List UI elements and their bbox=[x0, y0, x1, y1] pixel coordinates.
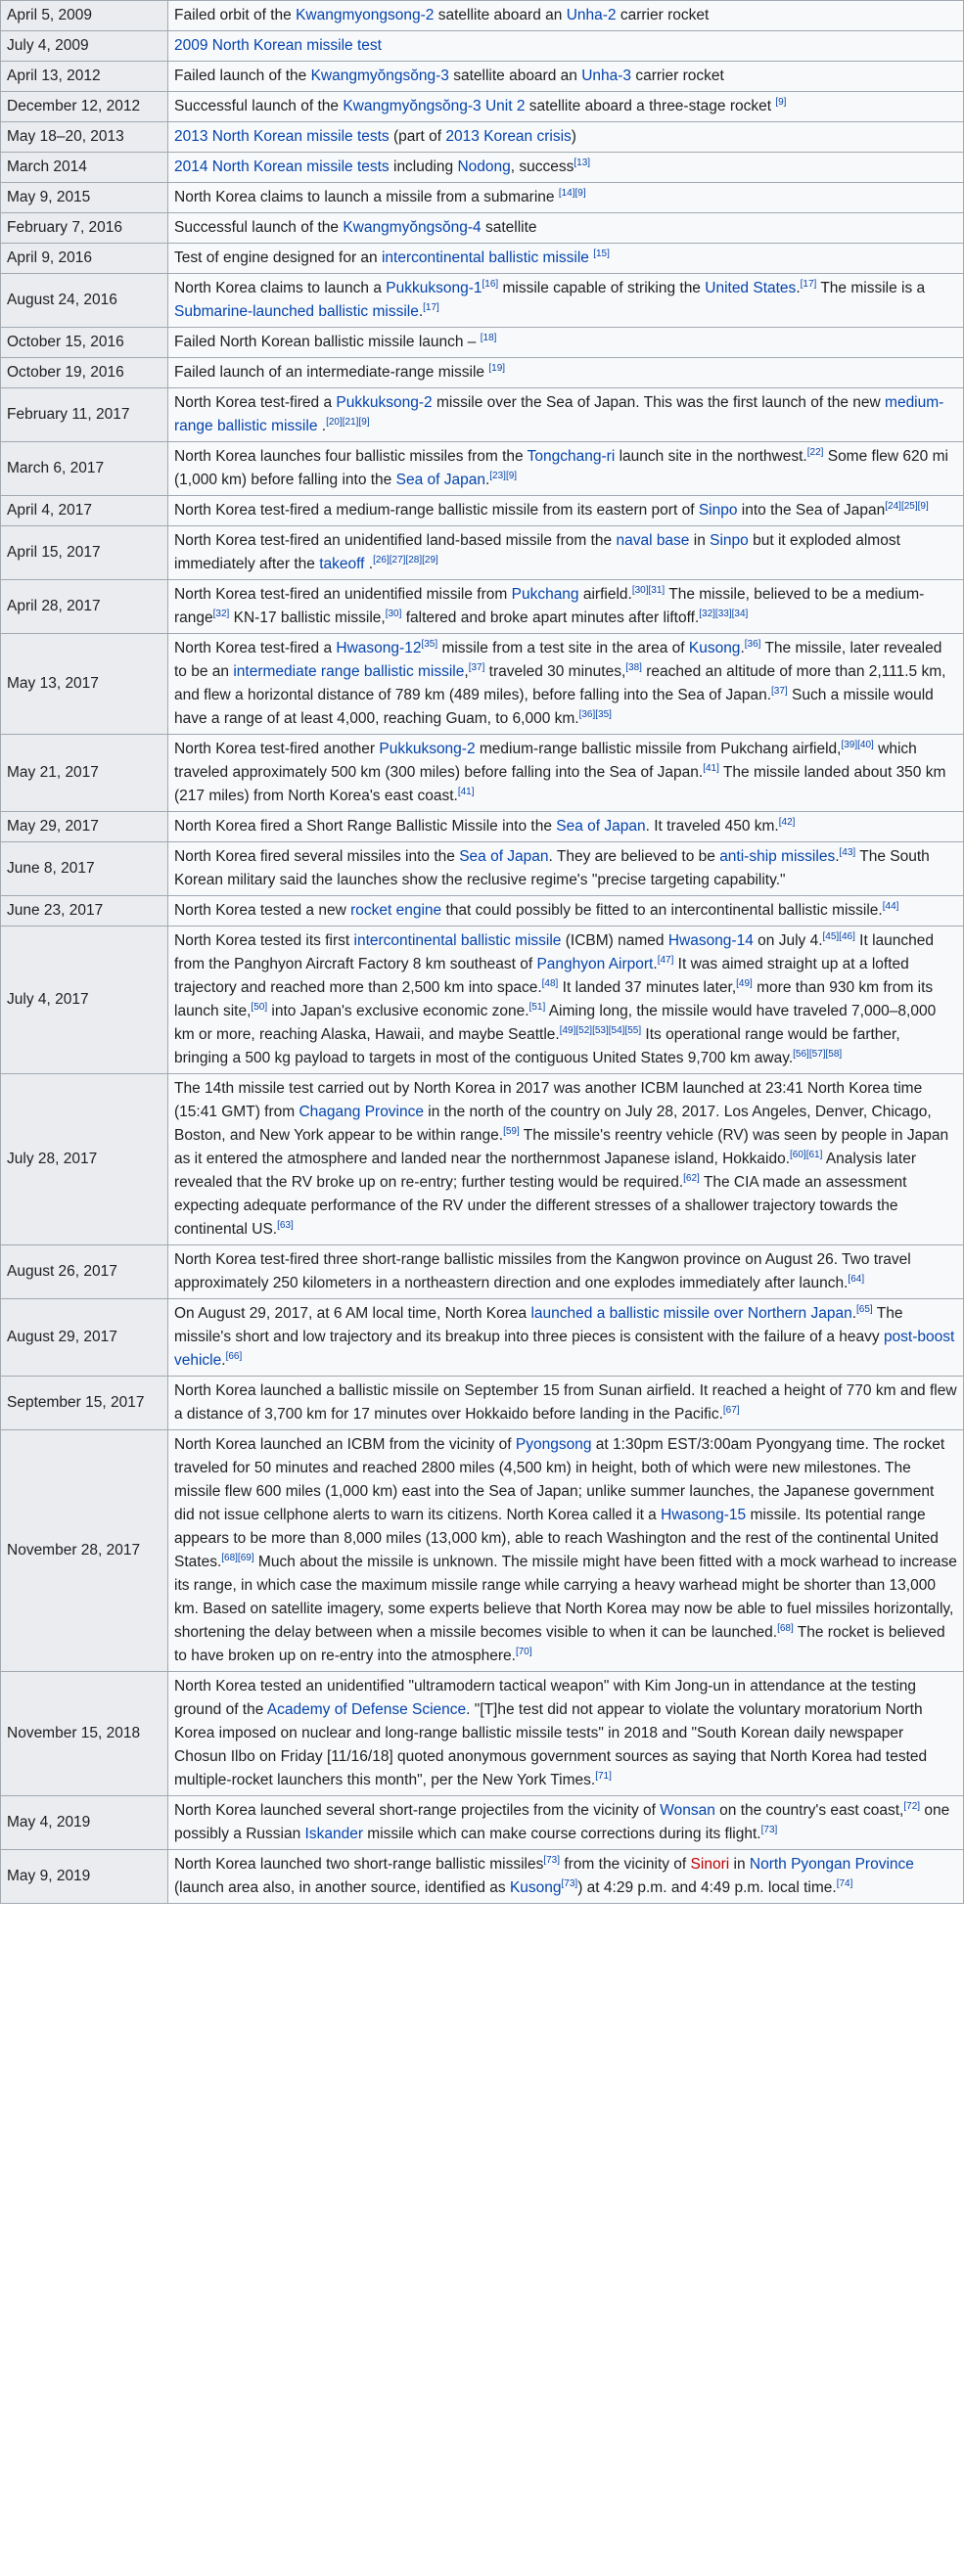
citation-ref[interactable]: [59] bbox=[503, 1125, 520, 1137]
citation-ref[interactable]: [72] bbox=[903, 1800, 921, 1812]
wiki-red-link[interactable]: Sinori bbox=[690, 1856, 730, 1873]
citation-ref[interactable]: [51] bbox=[528, 1001, 546, 1013]
text-segment: The missile's reentry vehicle (RV) was seen by people in Japan as it entered the atmosphere and landed near the northernmost Japanese island, Hokkaido. bbox=[174, 1127, 949, 1167]
text-segment: faltered and broke apart minutes after liftoff. bbox=[401, 610, 700, 626]
event-description-cell bbox=[168, 496, 964, 526]
text-segment: carrier rocket bbox=[631, 68, 724, 84]
wiki-link[interactable]: Panghyon Airport bbox=[536, 956, 654, 972]
wiki-link[interactable]: takeoff bbox=[319, 556, 365, 572]
text-segment: North Korea tested a new bbox=[174, 902, 351, 919]
event-description-cell bbox=[168, 1299, 964, 1377]
wiki-link[interactable]: intercontinental ballistic missile bbox=[381, 249, 589, 266]
citation-ref[interactable]: [64] bbox=[848, 1273, 865, 1285]
event-description-cell bbox=[168, 1377, 964, 1430]
date-cell: May 18–20, 2013 bbox=[1, 122, 168, 153]
date-cell: October 19, 2016 bbox=[1, 358, 168, 388]
text-segment: at 1:30pm EST/3:00am Pyongyang time. The rocket traveled for 50 minutes and reached 2800 miles (4,500 km) in height, both of which were new milestones. The missile flew 600 miles (1,000 km) east into the Sea of Japan; unlike summer launches, the Japanese government did not issue cellphone alerts to warn its citizens. North Korea called it a bbox=[174, 1436, 945, 1523]
text-segment: . bbox=[221, 1352, 226, 1369]
text-segment: . "[T]he test did not appear to violate the voluntary moratorium North Korea imposed on nuclear and long-range ballistic missile tests" in 2018 and "South Korean daily newspaper Chosun Ilbo on Friday [11/16/18] quoted anonymous government sources as saying that North Korea had tested multiple-rocket launchers this month", per the New York Times. bbox=[174, 1701, 928, 1788]
text-segment: KN-17 ballistic missile, bbox=[229, 610, 386, 626]
text-segment: Failed launch of an intermediate-range missile bbox=[174, 364, 489, 381]
wiki-link[interactable]: medium-range ballistic missile bbox=[174, 394, 944, 434]
date-cell: April 9, 2016 bbox=[1, 244, 168, 274]
text-segment: missile capable of striking the bbox=[498, 280, 706, 296]
text-segment: Analysis later revealed that the RV broke up on re-entry; further testing would be required. bbox=[174, 1151, 917, 1191]
text-segment: . It traveled 450 km. bbox=[645, 818, 779, 835]
wiki-link[interactable]: Pukkuksong-2 bbox=[379, 741, 476, 757]
wiki-link[interactable]: 2009 North Korean missile test bbox=[174, 37, 382, 54]
citation-ref[interactable]: [17] bbox=[423, 301, 439, 313]
text-segment: North Korea launched a ballistic missile on September 15 from Sunan airfield. It reached a height of 770 km and flew a distance of 3,700 km for 17 minutes over Hokkaido before landing in the Pacific. bbox=[174, 1382, 957, 1423]
text-segment: The missile is a bbox=[816, 280, 926, 296]
text-segment: . bbox=[740, 640, 745, 656]
table-row bbox=[1, 213, 964, 244]
citation-ref[interactable]: [47] bbox=[657, 954, 674, 966]
wiki-link[interactable]: Sinpo bbox=[698, 502, 738, 519]
citation-ref[interactable]: [32] bbox=[212, 608, 230, 619]
citation-ref[interactable]: [49] bbox=[736, 977, 753, 989]
citation-ref[interactable]: [14][9] bbox=[558, 187, 586, 199]
text-segment: North Korea tested its first bbox=[174, 932, 354, 949]
event-description-cell bbox=[168, 526, 964, 580]
text-segment: Test of engine designed for an bbox=[174, 249, 382, 266]
text-segment: The missile, later revealed to be an bbox=[174, 640, 942, 680]
citation-ref[interactable]: [73] bbox=[543, 1854, 561, 1866]
citation-ref[interactable]: [65] bbox=[856, 1303, 873, 1315]
wiki-link[interactable]: Hwasong-14 bbox=[667, 932, 754, 949]
text-segment: North Korea test-fired an unidentified land-based missile from the bbox=[174, 532, 617, 549]
date-cell: May 9, 2015 bbox=[1, 183, 168, 213]
date-cell: August 24, 2016 bbox=[1, 274, 168, 328]
text-segment: The missile, believed to be a medium-range bbox=[174, 586, 925, 626]
text-segment: . bbox=[851, 1305, 857, 1322]
wiki-link[interactable]: Kwangmyŏngsŏng-3 bbox=[310, 68, 449, 84]
citation-ref[interactable]: [30][31] bbox=[631, 584, 666, 596]
text-segment: on July 4. bbox=[753, 932, 823, 949]
table-row bbox=[1, 580, 964, 634]
date-cell: July 28, 2017 bbox=[1, 1074, 168, 1245]
citation-ref[interactable]: [37] bbox=[468, 661, 485, 673]
text-segment: North Korea test-fired an unidentified missile from bbox=[174, 586, 512, 603]
citation-ref[interactable]: [35] bbox=[421, 638, 438, 650]
citation-ref[interactable]: [62] bbox=[683, 1172, 700, 1184]
text-segment: Failed orbit of the bbox=[174, 7, 297, 23]
event-description-cell bbox=[168, 274, 964, 328]
table-row bbox=[1, 1796, 964, 1850]
wiki-link[interactable]: Pukchang bbox=[511, 586, 579, 603]
wiki-link[interactable]: Unha-3 bbox=[581, 68, 632, 84]
event-description-cell bbox=[168, 92, 964, 122]
text-segment: in bbox=[689, 532, 711, 549]
text-segment: North Korea claims to launch a missile from a submarine bbox=[174, 189, 559, 205]
citation-ref[interactable]: [68] bbox=[777, 1622, 794, 1634]
date-cell: May 9, 2019 bbox=[1, 1850, 168, 1904]
text-segment: . bbox=[796, 280, 801, 296]
text-segment: including bbox=[389, 158, 458, 175]
citation-ref[interactable]: [17] bbox=[800, 278, 817, 290]
event-description-cell bbox=[168, 183, 964, 213]
wiki-link[interactable]: Unha-2 bbox=[566, 7, 617, 23]
citation-ref[interactable]: [50] bbox=[251, 1001, 268, 1013]
table-row bbox=[1, 634, 964, 735]
table-row bbox=[1, 1672, 964, 1796]
table-row bbox=[1, 496, 964, 526]
event-description-cell bbox=[168, 1850, 964, 1904]
wiki-link[interactable]: Kwangmyongsong-2 bbox=[296, 7, 435, 23]
citation-ref[interactable]: [73] bbox=[760, 1824, 778, 1835]
date-cell: May 4, 2019 bbox=[1, 1796, 168, 1850]
event-description-cell bbox=[168, 634, 964, 735]
date-cell: July 4, 2009 bbox=[1, 31, 168, 62]
citation-ref[interactable]: [45][46] bbox=[822, 930, 855, 942]
citation-ref[interactable]: [37] bbox=[771, 685, 788, 697]
text-segment: North Korea tested an unidentified "ultramodern tactical weapon" with Kim Jong-un in attendance at the testing ground of the bbox=[174, 1678, 917, 1718]
wiki-link[interactable]: post-boost vehicle bbox=[174, 1329, 955, 1369]
wiki-link[interactable]: Hwasong-12 bbox=[336, 640, 422, 656]
text-segment: Successful launch of the bbox=[174, 219, 344, 236]
text-segment: medium-range ballistic missile from Pukchang airfield, bbox=[475, 741, 842, 757]
date-cell: August 29, 2017 bbox=[1, 1299, 168, 1377]
table-row bbox=[1, 31, 964, 62]
citation-ref[interactable]: [36][35] bbox=[578, 708, 612, 720]
wiki-link[interactable]: 2014 North Korean missile tests bbox=[174, 158, 390, 175]
text-segment: . bbox=[484, 472, 490, 488]
date-cell: May 29, 2017 bbox=[1, 812, 168, 842]
event-description-cell bbox=[168, 735, 964, 812]
text-segment: that could possibly be fitted to an intercontinental ballistic missile. bbox=[441, 902, 883, 919]
text-segment: in the north of the country on July 28, 2017. Los Angeles, Denver, Chicago, Boston, and New York appear to be within range. bbox=[174, 1104, 932, 1144]
event-description-cell bbox=[168, 1245, 964, 1299]
table-row bbox=[1, 1850, 964, 1904]
wiki-link[interactable]: United States bbox=[705, 280, 797, 296]
citation-ref[interactable]: [18] bbox=[480, 332, 497, 343]
citation-ref[interactable]: [15] bbox=[593, 248, 610, 259]
event-description-cell bbox=[168, 442, 964, 496]
table-body bbox=[1, 1, 964, 1904]
wiki-link[interactable]: anti-ship missiles bbox=[719, 848, 836, 865]
citation-ref[interactable]: [48] bbox=[541, 977, 559, 989]
date-cell: April 15, 2017 bbox=[1, 526, 168, 580]
table-row bbox=[1, 1430, 964, 1672]
citation-ref[interactable]: [13] bbox=[574, 157, 591, 168]
table-row bbox=[1, 358, 964, 388]
event-description-cell bbox=[168, 388, 964, 442]
citation-ref[interactable]: [67] bbox=[722, 1404, 740, 1416]
wiki-link[interactable]: Academy of Defense Science bbox=[266, 1701, 467, 1718]
wiki-link[interactable]: Iskander bbox=[304, 1826, 363, 1842]
date-cell: November 28, 2017 bbox=[1, 1430, 168, 1672]
table-row bbox=[1, 1299, 964, 1377]
citation-ref[interactable]: [26][27][28][29] bbox=[373, 554, 438, 565]
wiki-link[interactable]: Nodong bbox=[457, 158, 511, 175]
table-row bbox=[1, 926, 964, 1074]
table-row bbox=[1, 735, 964, 812]
text-segment: carrier rocket bbox=[616, 7, 710, 23]
wiki-link[interactable]: Sea of Japan bbox=[556, 818, 646, 835]
text-segment: The rocket is believed to have broken up on re-entry into the atmosphere. bbox=[174, 1624, 945, 1664]
citation-ref[interactable]: [43] bbox=[839, 846, 856, 858]
text-segment: launch site in the northwest. bbox=[615, 448, 807, 465]
event-description-cell bbox=[168, 122, 964, 153]
wiki-link[interactable]: Submarine-launched ballistic missile bbox=[174, 303, 419, 320]
wiki-link[interactable]: intermediate range ballistic missile bbox=[233, 663, 465, 680]
event-description-cell bbox=[168, 153, 964, 183]
text-segment: The CIA made an assessment expecting adequate performance of the RV under the different stresses of a shallower trajectory towards the continental US. bbox=[174, 1174, 907, 1238]
citation-ref[interactable]: [38] bbox=[625, 661, 642, 673]
date-cell: February 11, 2017 bbox=[1, 388, 168, 442]
text-segment: (ICBM) named bbox=[561, 932, 668, 949]
text-segment: satellite aboard an bbox=[448, 68, 582, 84]
text-segment: missile. Its potential range appears to be more than 8,000 miles (13,000 km), able to reach Washington and the rest of the continental United States. bbox=[174, 1507, 939, 1570]
wiki-link[interactable]: Kusong bbox=[509, 1879, 562, 1896]
wiki-link[interactable]: launched a ballistic missile over Northern Japan bbox=[530, 1305, 852, 1322]
date-cell: April 28, 2017 bbox=[1, 580, 168, 634]
text-segment: . bbox=[653, 956, 658, 972]
text-segment: Failed North Korean ballistic missile launch – bbox=[174, 334, 481, 350]
table-row bbox=[1, 244, 964, 274]
text-segment: but it exploded almost immediately after the bbox=[174, 532, 900, 572]
date-cell: October 15, 2016 bbox=[1, 328, 168, 358]
text-segment: missile from a test site in the area of bbox=[437, 640, 689, 656]
date-cell: December 12, 2012 bbox=[1, 92, 168, 122]
wiki-link[interactable]: 2013 North Korean missile tests bbox=[174, 128, 390, 145]
citation-ref[interactable]: [41] bbox=[457, 786, 475, 797]
text-segment: Failed launch of the bbox=[174, 68, 311, 84]
citation-ref[interactable]: [22] bbox=[806, 446, 824, 458]
date-cell: August 26, 2017 bbox=[1, 1245, 168, 1299]
text-segment: North Korea fired several missiles into the bbox=[174, 848, 460, 865]
text-segment: . bbox=[418, 303, 424, 320]
citation-ref[interactable]: [30] bbox=[385, 608, 402, 619]
text-segment: North Korea launched two short-range ballistic missiles bbox=[174, 1856, 544, 1873]
text-segment: It launched from the Panghyon Aircraft Factory 8 km southeast of bbox=[174, 932, 935, 972]
event-description-cell bbox=[168, 62, 964, 92]
table-row bbox=[1, 274, 964, 328]
citation-ref[interactable]: [70] bbox=[515, 1646, 532, 1657]
table-row bbox=[1, 1074, 964, 1245]
text-segment: North Korea fired a Short Range Ballistic Missile into the bbox=[174, 818, 557, 835]
date-cell: June 23, 2017 bbox=[1, 896, 168, 926]
wiki-link[interactable]: Chagang Province bbox=[298, 1104, 424, 1120]
citation-ref[interactable]: [9] bbox=[775, 96, 787, 108]
wiki-link[interactable]: Kusong bbox=[688, 640, 741, 656]
text-segment: Such a missile would have a range of at least 4,000, reaching Guam, to 6,000 km. bbox=[174, 687, 934, 727]
text-segment: in bbox=[729, 1856, 750, 1873]
text-segment: North Korea launches four ballistic missiles from the bbox=[174, 448, 528, 465]
text-segment: one possibly a Russian bbox=[174, 1802, 950, 1842]
table-row bbox=[1, 328, 964, 358]
event-description-cell bbox=[168, 842, 964, 896]
text-segment: North Korea claims to launch a bbox=[174, 280, 387, 296]
wiki-link[interactable]: rocket engine bbox=[350, 902, 442, 919]
wiki-link[interactable]: intercontinental ballistic missile bbox=[353, 932, 562, 949]
text-segment: . bbox=[317, 418, 327, 434]
text-segment: Much about the missile is unknown. The missile might have been fitted with a mock warhead to increase its range, in which case the maximum missile range while carrying a heavy warhead might be shorter than 13,000 km. Based on satellite imagery, some experts believe that North Korea may now be able to fuel missiles horizontally, shortening the delay between when a missile becomes visible to when it can be launched. bbox=[174, 1554, 957, 1641]
wiki-link[interactable]: North Pyongan Province bbox=[749, 1856, 914, 1873]
wiki-link[interactable]: Sea of Japan bbox=[459, 848, 549, 865]
wiki-link[interactable]: Tongchang-ri bbox=[527, 448, 616, 465]
date-cell: February 7, 2016 bbox=[1, 213, 168, 244]
text-segment: traveled 30 minutes, bbox=[484, 663, 626, 680]
text-segment: The South Korean military said the launches show the reclusive regime's "precise targeting capability." bbox=[174, 848, 930, 888]
citation-ref[interactable]: [24][25][9] bbox=[885, 500, 929, 512]
table-row bbox=[1, 62, 964, 92]
event-description-cell bbox=[168, 926, 964, 1074]
text-segment: more than 930 km from its launch site, bbox=[174, 979, 934, 1019]
table-row bbox=[1, 842, 964, 896]
wiki-link[interactable]: Pyongsong bbox=[515, 1436, 592, 1453]
citation-ref[interactable]: [44] bbox=[882, 900, 899, 912]
event-description-cell bbox=[168, 1, 964, 31]
text-segment: missile over the Sea of Japan. This was the first launch of the new bbox=[432, 394, 886, 411]
citation-ref[interactable]: [42] bbox=[778, 816, 796, 828]
citation-ref[interactable]: [74] bbox=[836, 1877, 853, 1889]
event-description-cell bbox=[168, 580, 964, 634]
text-segment: Its operational range would be farther, bringing a 500 kg payload to targets in most of the contiguous United States 9,700 km away. bbox=[174, 1026, 900, 1066]
date-cell: May 21, 2017 bbox=[1, 735, 168, 812]
table-row bbox=[1, 526, 964, 580]
text-segment: North Korea launched several short-range projectiles from the vicinity of bbox=[174, 1802, 661, 1819]
text-segment: into Japan's exclusive economic zone. bbox=[267, 1003, 529, 1019]
text-segment: North Korea launched an ICBM from the vicinity of bbox=[174, 1436, 516, 1453]
table-row bbox=[1, 442, 964, 496]
text-segment: satellite bbox=[481, 219, 537, 236]
citation-ref[interactable]: [32][33][34] bbox=[699, 608, 749, 619]
citation-ref[interactable]: [49][52][53][54][55] bbox=[559, 1024, 642, 1036]
wiki-link[interactable]: Pukkuksong-1 bbox=[386, 280, 482, 296]
text-segment: ) at 4:29 p.m. and 4:49 p.m. local time. bbox=[577, 1879, 837, 1896]
text-segment: ) bbox=[571, 128, 576, 145]
text-segment: Some flew 620 mi (1,000 km) before falling into the bbox=[174, 448, 948, 488]
event-description-cell bbox=[168, 1074, 964, 1245]
table-row bbox=[1, 1245, 964, 1299]
date-cell: March 6, 2017 bbox=[1, 442, 168, 496]
text-segment: It was aimed straight up at a lofted trajectory and reached more than 2,500 km into space. bbox=[174, 956, 909, 996]
citation-ref[interactable]: [60][61] bbox=[790, 1149, 823, 1160]
text-segment: which traveled approximately 500 km (300 miles) before falling into the Sea of Japan. bbox=[174, 741, 917, 781]
text-segment: It landed 37 minutes later, bbox=[558, 979, 737, 996]
citation-ref[interactable]: [20][21][9] bbox=[326, 416, 370, 428]
table-row bbox=[1, 388, 964, 442]
citation-ref[interactable]: [36] bbox=[744, 638, 761, 650]
event-description-cell bbox=[168, 1672, 964, 1796]
text-segment: On August 29, 2017, at 6 AM local time, North Korea bbox=[174, 1305, 531, 1322]
wiki-link[interactable]: Sinpo bbox=[710, 532, 749, 549]
date-cell: November 15, 2018 bbox=[1, 1672, 168, 1796]
text-segment: (part of bbox=[389, 128, 446, 145]
citation-ref[interactable]: [68][69] bbox=[221, 1552, 254, 1563]
date-cell: July 4, 2017 bbox=[1, 926, 168, 1074]
citation-ref[interactable]: [66] bbox=[225, 1350, 243, 1362]
date-cell: March 2014 bbox=[1, 153, 168, 183]
citation-ref[interactable]: [16] bbox=[482, 278, 499, 290]
table-row bbox=[1, 1377, 964, 1430]
event-description-cell bbox=[168, 244, 964, 274]
event-description-cell bbox=[168, 358, 964, 388]
text-segment: satellite aboard an bbox=[434, 7, 567, 23]
text-segment: The missile's short and low trajectory and its breakup into three pieces is consistent with the failure of a heavy bbox=[174, 1305, 903, 1345]
event-description-cell bbox=[168, 328, 964, 358]
text-segment: Successful launch of the bbox=[174, 98, 344, 114]
table-row bbox=[1, 896, 964, 926]
text-segment: into the Sea of Japan bbox=[737, 502, 886, 519]
citation-ref[interactable]: [19] bbox=[488, 362, 506, 374]
event-description-cell bbox=[168, 31, 964, 62]
text-segment: North Korea test-fired three short-range ballistic missiles from the Kangwon province on August 26. Two travel approximately 250 kilometers in a northeastern direction and one explodes immediately after launch. bbox=[174, 1251, 911, 1291]
wiki-link[interactable]: Kwangmyŏngsŏng-3 Unit 2 bbox=[343, 98, 526, 114]
text-segment: . bbox=[835, 848, 840, 865]
citation-ref[interactable]: [63] bbox=[277, 1219, 294, 1231]
table-row bbox=[1, 812, 964, 842]
wiki-link[interactable]: Kwangmyŏngsŏng-4 bbox=[343, 219, 482, 236]
table-row bbox=[1, 92, 964, 122]
text-segment: The 14th missile test carried out by North Korea in 2017 was another ICBM launched at 23:41 North Korea time (15:41 GMT) from bbox=[174, 1080, 923, 1120]
citation-ref[interactable]: [73] bbox=[561, 1877, 578, 1889]
text-segment: satellite aboard a three-stage rocket bbox=[525, 98, 776, 114]
date-cell: April 5, 2009 bbox=[1, 1, 168, 31]
text-segment: reached an altitude of more than 2,111.5 km, and flew a horizontal distance of 789 km (489 miles), before falling into the Sea of Japan. bbox=[174, 663, 946, 703]
text-segment: . They are believed to be bbox=[548, 848, 720, 865]
citation-ref[interactable]: [39][40] bbox=[841, 739, 874, 750]
text-segment: on the country's east coast, bbox=[714, 1802, 904, 1819]
text-segment: , success bbox=[510, 158, 574, 175]
citation-ref[interactable]: [23][9] bbox=[489, 470, 518, 481]
table-row bbox=[1, 122, 964, 153]
text-segment: The missile landed about 350 km (217 miles) from North Korea's east coast. bbox=[174, 764, 946, 804]
wiki-link[interactable]: 2013 Korean crisis bbox=[445, 128, 572, 145]
text-segment: Aiming long, the missile would have traveled 7,000–8,000 km or more, reaching Alaska, Hawaii, and maybe Seattle. bbox=[174, 1003, 937, 1043]
citation-ref[interactable]: [56][57][58] bbox=[793, 1048, 843, 1060]
text-segment: from the vicinity of bbox=[560, 1856, 691, 1873]
citation-ref[interactable]: [41] bbox=[703, 762, 719, 774]
date-cell: April 4, 2017 bbox=[1, 496, 168, 526]
text-segment: , bbox=[464, 663, 469, 680]
citation-ref[interactable]: [71] bbox=[595, 1770, 612, 1782]
date-cell: September 15, 2017 bbox=[1, 1377, 168, 1430]
date-cell: April 13, 2012 bbox=[1, 62, 168, 92]
text-segment: missile which can make course corrections during its flight. bbox=[363, 1826, 761, 1842]
event-description-cell bbox=[168, 1430, 964, 1672]
wiki-link[interactable]: Wonsan bbox=[660, 1802, 715, 1819]
text-segment: . bbox=[364, 556, 374, 572]
wiki-link[interactable]: Pukkuksong-2 bbox=[336, 394, 433, 411]
date-cell: May 13, 2017 bbox=[1, 634, 168, 735]
text-segment: airfield. bbox=[578, 586, 632, 603]
text-segment: North Korea test-fired a bbox=[174, 640, 337, 656]
text-segment: North Korea test-fired a medium-range ballistic missile from its eastern port of bbox=[174, 502, 699, 519]
text-segment: (launch area also, in another source, identified as bbox=[174, 1879, 510, 1896]
wiki-link[interactable]: naval base bbox=[616, 532, 690, 549]
text-segment: North Korea test-fired a bbox=[174, 394, 337, 411]
event-description-cell bbox=[168, 213, 964, 244]
event-description-cell bbox=[168, 896, 964, 926]
wiki-link[interactable]: Sea of Japan bbox=[395, 472, 485, 488]
date-cell: June 8, 2017 bbox=[1, 842, 168, 896]
table-row bbox=[1, 153, 964, 183]
event-description-cell bbox=[168, 812, 964, 842]
text-segment: North Korea test-fired another bbox=[174, 741, 380, 757]
table-row bbox=[1, 183, 964, 213]
event-description-cell bbox=[168, 1796, 964, 1850]
table-row bbox=[1, 1, 964, 31]
wiki-link[interactable]: Hwasong-15 bbox=[661, 1507, 747, 1523]
